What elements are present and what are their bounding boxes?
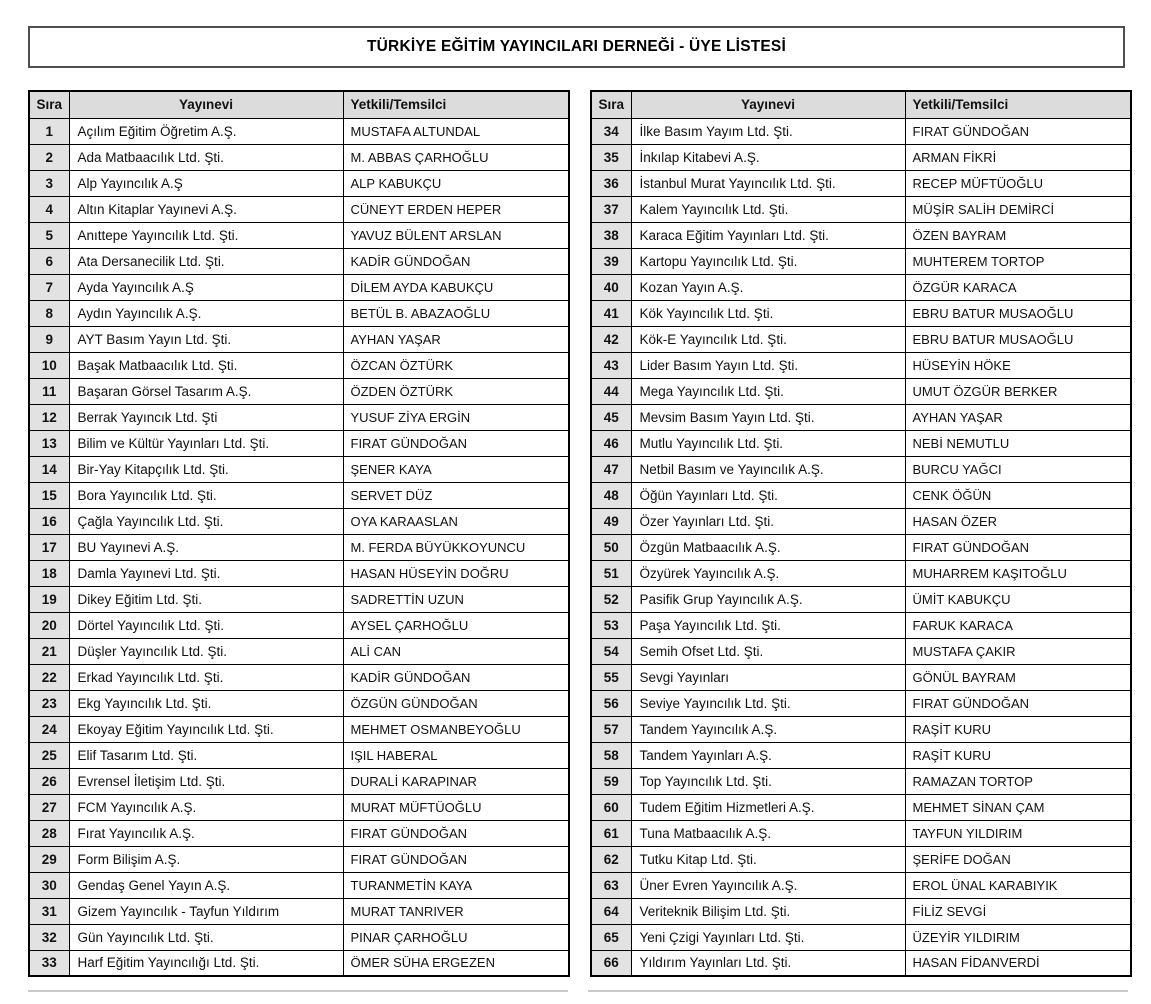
member-row xyxy=(29,924,569,950)
row-number-cell: 2 xyxy=(29,144,69,170)
row-number-cell: 36 xyxy=(591,170,631,196)
row-number-cell: 16 xyxy=(29,508,69,534)
member-row xyxy=(29,560,569,586)
publisher-cell: Semih Ofset Ltd. Şti. xyxy=(631,638,905,664)
publisher-cell: Yıldırım Yayınları Ltd. Şti. xyxy=(631,950,905,976)
representative-cell: FIRAT GÜNDOĞAN xyxy=(905,534,1131,560)
publisher-cell: Özyürek Yayıncılık A.Ş. xyxy=(631,560,905,586)
representative-cell: SERVET DÜZ xyxy=(343,482,569,508)
publisher-cell: Pasifik Grup Yayıncılık A.Ş. xyxy=(631,586,905,612)
publisher-cell: FCM Yayıncılık A.Ş. xyxy=(69,794,343,820)
row-number-cell: 8 xyxy=(29,300,69,326)
member-row xyxy=(29,326,569,352)
publisher-cell: Netbil Basım ve Yayıncılık A.Ş. xyxy=(631,456,905,482)
member-row xyxy=(591,430,1131,456)
column-header-yayinevi: Yayınevi xyxy=(631,91,905,118)
row-number-cell: 43 xyxy=(591,352,631,378)
row-number-cell: 53 xyxy=(591,612,631,638)
publisher-cell: Sevgi Yayınları xyxy=(631,664,905,690)
member-row xyxy=(29,482,569,508)
publisher-cell: Ada Matbaacılık Ltd. Şti. xyxy=(69,144,343,170)
publisher-cell: AYT Basım Yayın Ltd. Şti. xyxy=(69,326,343,352)
member-row xyxy=(591,820,1131,846)
column-header-sira: Sıra xyxy=(29,91,69,118)
representative-cell: ÖZGÜN GÜNDOĞAN xyxy=(343,690,569,716)
publisher-cell: Ata Dersanecilik Ltd. Şti. xyxy=(69,248,343,274)
representative-cell: MEHMET OSMANBEYOĞLU xyxy=(343,716,569,742)
row-number-cell: 56 xyxy=(591,690,631,716)
member-row xyxy=(29,274,569,300)
publisher-cell: Dikey Eğitim Ltd. Şti. xyxy=(69,586,343,612)
representative-cell: ÜMİT KABUKÇU xyxy=(905,586,1131,612)
representative-cell: FIRAT GÜNDOĞAN xyxy=(905,690,1131,716)
row-number-cell: 17 xyxy=(29,534,69,560)
representative-cell: ÖZGÜR KARACA xyxy=(905,274,1131,300)
representative-cell: RAMAZAN TORTOP xyxy=(905,768,1131,794)
member-row xyxy=(29,690,569,716)
publisher-cell: Ayda Yayıncılık A.Ş xyxy=(69,274,343,300)
member-row xyxy=(591,196,1131,222)
row-number-cell: 66 xyxy=(591,950,631,976)
publisher-cell: Düşler Yayıncılık Ltd. Şti. xyxy=(69,638,343,664)
representative-cell: NEBİ NEMUTLU xyxy=(905,430,1131,456)
member-row xyxy=(29,352,569,378)
representative-cell: AYHAN YAŞAR xyxy=(343,326,569,352)
member-row xyxy=(591,560,1131,586)
publisher-cell: İlke Basım Yayım Ltd. Şti. xyxy=(631,118,905,144)
publisher-cell: Tutku Kitap Ltd. Şti. xyxy=(631,846,905,872)
member-row xyxy=(591,846,1131,872)
representative-cell: ŞENER KAYA xyxy=(343,456,569,482)
row-number-cell: 39 xyxy=(591,248,631,274)
row-number-cell: 28 xyxy=(29,820,69,846)
member-row xyxy=(29,456,569,482)
column-header-sira: Sıra xyxy=(591,91,631,118)
representative-cell: ÖZEN BAYRAM xyxy=(905,222,1131,248)
representative-cell: OYA KARAASLAN xyxy=(343,508,569,534)
representative-cell: HÜSEYİN HÖKE xyxy=(905,352,1131,378)
member-row xyxy=(591,950,1131,976)
member-row xyxy=(591,508,1131,534)
member-row xyxy=(591,898,1131,924)
representative-cell: RECEP MÜFTÜOĞLU xyxy=(905,170,1131,196)
publisher-cell: Form Bilişim A.Ş. xyxy=(69,846,343,872)
representative-cell: KADİR GÜNDOĞAN xyxy=(343,664,569,690)
member-row xyxy=(591,716,1131,742)
row-number-cell: 64 xyxy=(591,898,631,924)
member-row xyxy=(591,170,1131,196)
representative-cell: TAYFUN YILDIRIM xyxy=(905,820,1131,846)
row-number-cell: 30 xyxy=(29,872,69,898)
publisher-cell: Kalem Yayıncılık Ltd. Şti. xyxy=(631,196,905,222)
representative-cell: TURANMETİN KAYA xyxy=(343,872,569,898)
member-row xyxy=(591,118,1131,144)
representative-cell: M. ABBAS ÇARHOĞLU xyxy=(343,144,569,170)
representative-cell: HASAN ÖZER xyxy=(905,508,1131,534)
representative-cell: MUHTEREM TORTOP xyxy=(905,248,1131,274)
row-number-cell: 27 xyxy=(29,794,69,820)
representative-cell: MUSTAFA ALTUNDAL xyxy=(343,118,569,144)
publisher-cell: Kök-E Yayıncılık Ltd. Şti. xyxy=(631,326,905,352)
representative-cell: FIRAT GÜNDOĞAN xyxy=(343,846,569,872)
member-row xyxy=(591,404,1131,430)
row-number-cell: 51 xyxy=(591,560,631,586)
publisher-cell: Üner Evren Yayıncılık A.Ş. xyxy=(631,872,905,898)
member-row xyxy=(29,898,569,924)
publisher-cell: Tandem Yayınları A.Ş. xyxy=(631,742,905,768)
member-row xyxy=(29,716,569,742)
publisher-cell: Elif Tasarım Ltd. Şti. xyxy=(69,742,343,768)
representative-cell: MEHMET SİNAN ÇAM xyxy=(905,794,1131,820)
member-row xyxy=(29,222,569,248)
column-header-yetkili: Yetkili/Temsilci xyxy=(905,91,1131,118)
row-number-cell: 5 xyxy=(29,222,69,248)
representative-cell: ARMAN FİKRİ xyxy=(905,144,1131,170)
representative-cell: CÜNEYT ERDEN HEPER xyxy=(343,196,569,222)
representative-cell: PINAR ÇARHOĞLU xyxy=(343,924,569,950)
publisher-cell: İnkılap Kitabevi A.Ş. xyxy=(631,144,905,170)
row-number-cell: 9 xyxy=(29,326,69,352)
member-row xyxy=(29,508,569,534)
representative-cell: SADRETTİN UZUN xyxy=(343,586,569,612)
row-number-cell: 33 xyxy=(29,950,69,976)
publisher-cell: Berrak Yayıncık Ltd. Şti xyxy=(69,404,343,430)
publisher-cell: Öğün Yayınları Ltd. Şti. xyxy=(631,482,905,508)
publisher-cell: Kozan Yayın A.Ş. xyxy=(631,274,905,300)
member-row xyxy=(29,118,569,144)
row-number-cell: 3 xyxy=(29,170,69,196)
row-number-cell: 55 xyxy=(591,664,631,690)
publisher-cell: Bilim ve Kültür Yayınları Ltd. Şti. xyxy=(69,430,343,456)
member-row xyxy=(29,144,569,170)
representative-cell: FIRAT GÜNDOĞAN xyxy=(343,820,569,846)
publisher-cell: Anıttepe Yayıncılık Ltd. Şti. xyxy=(69,222,343,248)
row-number-cell: 61 xyxy=(591,820,631,846)
member-row xyxy=(591,326,1131,352)
member-row xyxy=(29,846,569,872)
row-number-cell: 25 xyxy=(29,742,69,768)
member-table-left xyxy=(28,90,570,977)
row-number-cell: 46 xyxy=(591,430,631,456)
row-number-cell: 10 xyxy=(29,352,69,378)
row-number-cell: 26 xyxy=(29,768,69,794)
header-row xyxy=(591,91,1131,118)
representative-cell: IŞIL HABERAL xyxy=(343,742,569,768)
publisher-cell: Açılım Eğitim Öğretim A.Ş. xyxy=(69,118,343,144)
publisher-cell: BU Yayınevi A.Ş. xyxy=(69,534,343,560)
member-row xyxy=(29,638,569,664)
publisher-cell: Yeni Çzigi Yayınları Ltd. Şti. xyxy=(631,924,905,950)
member-row xyxy=(591,586,1131,612)
row-number-cell: 20 xyxy=(29,612,69,638)
representative-cell: MURAT MÜFTÜOĞLU xyxy=(343,794,569,820)
row-number-cell: 42 xyxy=(591,326,631,352)
member-row xyxy=(591,248,1131,274)
publisher-cell: Fırat Yayıncılık A.Ş. xyxy=(69,820,343,846)
member-row xyxy=(29,872,569,898)
row-number-cell: 41 xyxy=(591,300,631,326)
representative-cell: EBRU BATUR MUSAOĞLU xyxy=(905,326,1131,352)
representative-cell: HASAN FİDANVERDİ xyxy=(905,950,1131,976)
member-row xyxy=(29,300,569,326)
member-row xyxy=(29,378,569,404)
publisher-cell: Mevsim Basım Yayın Ltd. Şti. xyxy=(631,404,905,430)
publisher-cell: Çağla Yayıncılık Ltd. Şti. xyxy=(69,508,343,534)
representative-cell: MURAT TANRIVER xyxy=(343,898,569,924)
member-row xyxy=(591,456,1131,482)
member-row xyxy=(591,794,1131,820)
publisher-cell: Gendaş Genel Yayın A.Ş. xyxy=(69,872,343,898)
row-number-cell: 14 xyxy=(29,456,69,482)
representative-cell: ÖMER SÜHA ERGEZEN xyxy=(343,950,569,976)
row-number-cell: 59 xyxy=(591,768,631,794)
row-number-cell: 18 xyxy=(29,560,69,586)
member-row xyxy=(29,950,569,976)
publisher-cell: Gizem Yayıncılık - Tayfun Yıldırım xyxy=(69,898,343,924)
publisher-cell: Harf Eğitim Yayıncılığı Ltd. Şti. xyxy=(69,950,343,976)
representative-cell: KADİR GÜNDOĞAN xyxy=(343,248,569,274)
representative-cell: YAVUZ BÜLENT ARSLAN xyxy=(343,222,569,248)
publisher-cell: Tudem Eğitim Hizmetleri A.Ş. xyxy=(631,794,905,820)
row-number-cell: 24 xyxy=(29,716,69,742)
row-number-cell: 47 xyxy=(591,456,631,482)
row-number-cell: 38 xyxy=(591,222,631,248)
row-number-cell: 21 xyxy=(29,638,69,664)
publisher-cell: Kök Yayıncılık Ltd. Şti. xyxy=(631,300,905,326)
member-row xyxy=(591,924,1131,950)
publisher-cell: Mutlu Yayıncılık Ltd. Şti. xyxy=(631,430,905,456)
member-row xyxy=(29,430,569,456)
publisher-cell: İstanbul Murat Yayıncılık Ltd. Şti. xyxy=(631,170,905,196)
representative-cell: YUSUF ZİYA ERGİN xyxy=(343,404,569,430)
member-row xyxy=(29,196,569,222)
member-row xyxy=(591,274,1131,300)
row-number-cell: 15 xyxy=(29,482,69,508)
row-number-cell: 35 xyxy=(591,144,631,170)
row-number-cell: 11 xyxy=(29,378,69,404)
representative-cell: GÖNÜL BAYRAM xyxy=(905,664,1131,690)
row-number-cell: 19 xyxy=(29,586,69,612)
representative-cell: CENK ÖĞÜN xyxy=(905,482,1131,508)
member-row xyxy=(591,378,1131,404)
row-number-cell: 13 xyxy=(29,430,69,456)
member-row xyxy=(591,300,1131,326)
member-row xyxy=(29,612,569,638)
title-box xyxy=(28,26,1125,68)
member-row xyxy=(591,664,1131,690)
row-number-cell: 50 xyxy=(591,534,631,560)
row-number-cell: 37 xyxy=(591,196,631,222)
publisher-cell: Ekg Yayıncılık Ltd. Şti. xyxy=(69,690,343,716)
member-row xyxy=(29,768,569,794)
publisher-cell: Dörtel Yayıncılık Ltd. Şti. xyxy=(69,612,343,638)
row-number-cell: 34 xyxy=(591,118,631,144)
representative-cell: RAŞİT KURU xyxy=(905,742,1131,768)
row-number-cell: 63 xyxy=(591,872,631,898)
publisher-cell: Erkad Yayıncılık Ltd. Şti. xyxy=(69,664,343,690)
header-row xyxy=(29,91,569,118)
representative-cell: ŞERİFE DOĞAN xyxy=(905,846,1131,872)
column-header-yayinevi: Yayınevi xyxy=(69,91,343,118)
member-table-right xyxy=(590,90,1132,977)
representative-cell: EROL ÜNAL KARABIYIK xyxy=(905,872,1131,898)
representative-cell: ALP KABUKÇU xyxy=(343,170,569,196)
representative-cell: ÖZDEN ÖZTÜRK xyxy=(343,378,569,404)
representative-cell: MUSTAFA ÇAKIR xyxy=(905,638,1131,664)
publisher-cell: Lider Basım Yayın Ltd. Şti. xyxy=(631,352,905,378)
publisher-cell: Başak Matbaacılık Ltd. Şti. xyxy=(69,352,343,378)
table-body-right xyxy=(591,118,1131,976)
row-number-cell: 48 xyxy=(591,482,631,508)
publisher-cell: Paşa Yayıncılık Ltd. Şti. xyxy=(631,612,905,638)
publisher-cell: Alp Yayıncılık A.Ş xyxy=(69,170,343,196)
representative-cell: AYHAN YAŞAR xyxy=(905,404,1131,430)
member-row xyxy=(29,794,569,820)
row-number-cell: 32 xyxy=(29,924,69,950)
representative-cell: FIRAT GÜNDOĞAN xyxy=(343,430,569,456)
publisher-cell: Mega Yayıncılık Ltd. Şti. xyxy=(631,378,905,404)
row-number-cell: 52 xyxy=(591,586,631,612)
row-number-cell: 49 xyxy=(591,508,631,534)
publisher-cell: Evrensel İletişim Ltd. Şti. xyxy=(69,768,343,794)
row-number-cell: 22 xyxy=(29,664,69,690)
row-number-cell: 6 xyxy=(29,248,69,274)
representative-cell: ÜZEYİR YILDIRIM xyxy=(905,924,1131,950)
member-row xyxy=(591,352,1131,378)
publisher-cell: Altın Kitaplar Yayınevi A.Ş. xyxy=(69,196,343,222)
publisher-cell: Bora Yayıncılık Ltd. Şti. xyxy=(69,482,343,508)
row-number-cell: 40 xyxy=(591,274,631,300)
member-row xyxy=(591,144,1131,170)
member-row xyxy=(29,742,569,768)
publisher-cell: Kartopu Yayıncılık Ltd. Şti. xyxy=(631,248,905,274)
row-number-cell: 23 xyxy=(29,690,69,716)
row-number-cell: 7 xyxy=(29,274,69,300)
row-number-cell: 54 xyxy=(591,638,631,664)
publisher-cell: Karaca Eğitim Yayınları Ltd. Şti. xyxy=(631,222,905,248)
representative-cell: AYSEL ÇARHOĞLU xyxy=(343,612,569,638)
member-row xyxy=(29,404,569,430)
publisher-cell: Başaran Görsel Tasarım A.Ş. xyxy=(69,378,343,404)
member-row xyxy=(591,534,1131,560)
row-number-cell: 58 xyxy=(591,742,631,768)
representative-cell: HASAN HÜSEYİN DOĞRU xyxy=(343,560,569,586)
representative-cell: FARUK KARACA xyxy=(905,612,1131,638)
representative-cell: DURALİ KARAPINAR xyxy=(343,768,569,794)
publisher-cell: Veriteknik Bilişim Ltd. Şti. xyxy=(631,898,905,924)
publisher-cell: Özgün Matbaacılık A.Ş. xyxy=(631,534,905,560)
row-number-cell: 29 xyxy=(29,846,69,872)
page-title: TÜRKİYE EĞİTİM YAYINCILARI DERNEĞİ - ÜYE LİSTESİ xyxy=(367,38,786,55)
table-header-left xyxy=(29,91,569,118)
representative-cell: FİLİZ SEVGİ xyxy=(905,898,1131,924)
representative-cell: FIRAT GÜNDOĞAN xyxy=(905,118,1131,144)
table-body-left xyxy=(29,118,569,976)
page-cut-line-right xyxy=(588,990,1128,992)
publisher-cell: Top Yayıncılık Ltd. Şti. xyxy=(631,768,905,794)
publisher-cell: Özer Yayınları Ltd. Şti. xyxy=(631,508,905,534)
member-row xyxy=(29,534,569,560)
representative-cell: ÖZCAN ÖZTÜRK xyxy=(343,352,569,378)
member-row xyxy=(591,690,1131,716)
row-number-cell: 62 xyxy=(591,846,631,872)
row-number-cell: 4 xyxy=(29,196,69,222)
member-row xyxy=(29,820,569,846)
representative-cell: RAŞİT KURU xyxy=(905,716,1131,742)
representative-cell: DİLEM AYDA KABUKÇU xyxy=(343,274,569,300)
table-header-right xyxy=(591,91,1131,118)
row-number-cell: 57 xyxy=(591,716,631,742)
representative-cell: MUHARREM KAŞITOĞLU xyxy=(905,560,1131,586)
row-number-cell: 45 xyxy=(591,404,631,430)
row-number-cell: 31 xyxy=(29,898,69,924)
representative-cell: MÜŞİR SALİH DEMİRCİ xyxy=(905,196,1131,222)
publisher-cell: Tuna Matbaacılık A.Ş. xyxy=(631,820,905,846)
member-row xyxy=(591,638,1131,664)
page-cut-line-left xyxy=(28,990,568,992)
representative-cell: ALİ CAN xyxy=(343,638,569,664)
representative-cell: BURCU YAĞCI xyxy=(905,456,1131,482)
row-number-cell: 60 xyxy=(591,794,631,820)
member-row xyxy=(29,248,569,274)
row-number-cell: 1 xyxy=(29,118,69,144)
representative-cell: EBRU BATUR MUSAOĞLU xyxy=(905,300,1131,326)
publisher-cell: Aydın Yayıncılık A.Ş. xyxy=(69,300,343,326)
representative-cell: M. FERDA BÜYÜKKOYUNCU xyxy=(343,534,569,560)
publisher-cell: Damla Yayınevi Ltd. Şti. xyxy=(69,560,343,586)
publisher-cell: Seviye Yayıncılık Ltd. Şti. xyxy=(631,690,905,716)
member-tables xyxy=(28,90,1132,977)
publisher-cell: Gün Yayıncılık Ltd. Şti. xyxy=(69,924,343,950)
member-row xyxy=(29,664,569,690)
publisher-cell: Bir-Yay Kitapçılık Ltd. Şti. xyxy=(69,456,343,482)
representative-cell: UMUT ÖZGÜR BERKER xyxy=(905,378,1131,404)
row-number-cell: 44 xyxy=(591,378,631,404)
member-row xyxy=(29,170,569,196)
publisher-cell: Tandem Yayıncılık A.Ş. xyxy=(631,716,905,742)
member-row xyxy=(591,742,1131,768)
member-row xyxy=(591,612,1131,638)
member-row xyxy=(591,768,1131,794)
member-row xyxy=(591,872,1131,898)
member-row xyxy=(591,222,1131,248)
member-row xyxy=(591,482,1131,508)
representative-cell: BETÜL B. ABAZAOĞLU xyxy=(343,300,569,326)
row-number-cell: 65 xyxy=(591,924,631,950)
publisher-cell: Ekoyay Eğitim Yayıncılık Ltd. Şti. xyxy=(69,716,343,742)
row-number-cell: 12 xyxy=(29,404,69,430)
column-header-yetkili: Yetkili/Temsilci xyxy=(343,91,569,118)
member-row xyxy=(29,586,569,612)
